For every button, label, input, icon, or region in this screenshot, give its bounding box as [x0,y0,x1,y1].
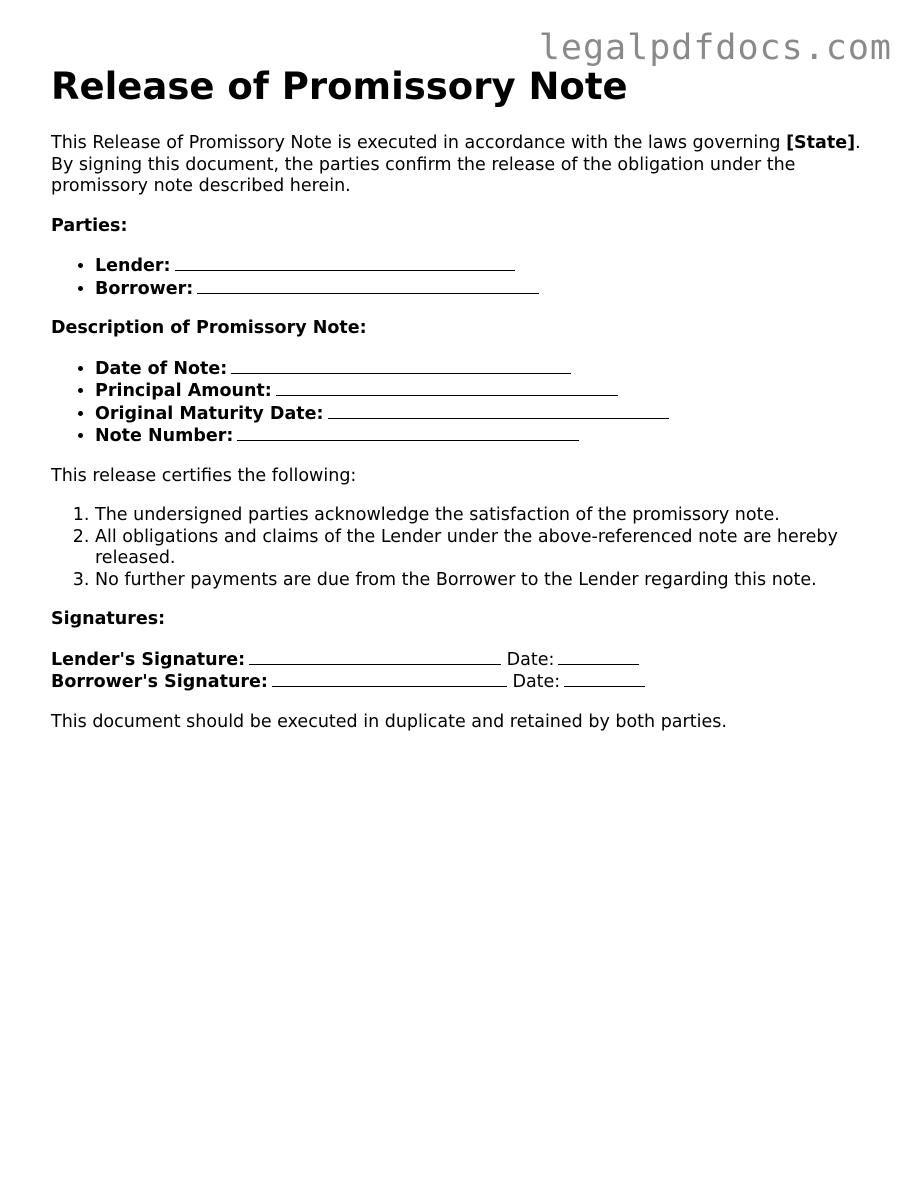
date-of-note-label: Date of Note: [95,358,228,379]
certifies-list [51,505,881,591]
list-item [95,358,881,381]
list-item [95,380,881,403]
closing-statement: This document should be executed in duplicate and retained by both parties. [51,711,727,732]
borrower-date-blank[interactable] [564,671,645,687]
watermark: legalpdfdocs.com [538,28,892,68]
lender-signature-label: Lender's Signature: [51,649,246,670]
parties-heading: Parties: [51,215,128,236]
borrower-signature-blank[interactable] [272,671,507,687]
list-item: 2. All obligations and claims of the Lender under the above-referenced note are hereby released. [95,527,881,570]
lender-signature-blank[interactable] [249,649,501,665]
principal-amount-blank[interactable] [276,380,618,396]
intro-text-end: . By signing this document, the parties confirm the release of the obligation under the promissory note described herein. [51,133,861,196]
parties-list [51,255,881,300]
list-item [95,425,881,448]
note-number-label: Note Number: [95,426,234,446]
borrower-label: Borrower: [95,278,194,299]
document-page [51,62,881,733]
maturity-date-blank[interactable] [328,403,669,419]
principal-amount-label: Principal Amount: [95,381,272,401]
signature-block [51,649,881,694]
description-heading: Description of Promissory Note: [51,318,367,338]
list-item: 1. The undersigned parties acknowledge the satisfaction of the promissory note. [95,505,881,527]
lender-blank[interactable] [175,255,515,271]
borrower-signature-line [51,671,881,694]
borrower-blank[interactable] [197,278,539,294]
intro-text-start: This Release of Promissory Note is executed in accordance with the laws governing [51,133,787,153]
lender-date-blank[interactable] [558,649,639,665]
list-item [95,255,881,278]
list-item: 3. No further payments are due from the Borrower to the Lender regarding this note. [95,570,881,592]
lender-label: Lender: [95,256,171,276]
description-list [51,358,881,448]
signatures-heading: Signatures: [51,609,166,629]
certifies-intro: This release certifies the following: [51,465,357,486]
lender-date-label: Date: [506,649,555,670]
list-item [95,403,881,426]
state-placeholder: [State] [786,133,856,153]
maturity-date-label: Original Maturity Date: [95,403,324,424]
note-number-blank[interactable] [237,425,579,441]
borrower-signature-label: Borrower's Signature: [51,672,268,692]
list-item [95,278,881,301]
intro-paragraph [51,133,881,198]
document-title: Release of Promissory Note [51,65,628,108]
lender-signature-line [51,649,881,672]
date-of-note-blank[interactable] [231,358,571,374]
borrower-date-label: Date: [512,672,561,692]
